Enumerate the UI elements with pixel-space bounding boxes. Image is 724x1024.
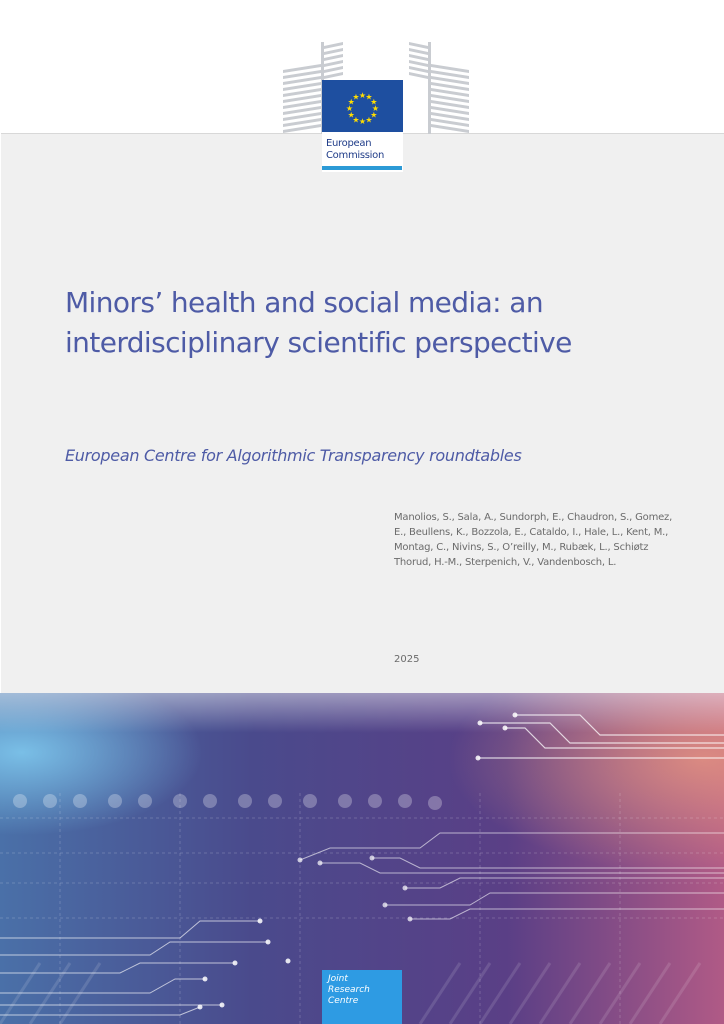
- jrc-logo: [322, 970, 402, 1024]
- report-title: [65, 283, 705, 363]
- author-line: Montag, C., Nivins, S., O’reilly, M., Rubæk, L., Schiøtz: [394, 542, 649, 553]
- author-list: [394, 510, 684, 570]
- svg-text:★: ★: [370, 97, 378, 107]
- logo-line-1: European: [326, 138, 372, 149]
- svg-text:★: ★: [347, 110, 355, 120]
- logo-line-2: Commission: [326, 150, 385, 161]
- title-line-1: Minors’ health and social media: an: [65, 286, 544, 319]
- jrc-line-1: Joint: [328, 974, 348, 984]
- jrc-line-2: Research: [328, 985, 370, 995]
- svg-text:★: ★: [370, 110, 378, 120]
- author-line: Manolios, S., Sala, A., Sundorph, E., Chaudron, S., Gomez,: [394, 512, 673, 523]
- svg-text:★: ★: [358, 117, 367, 126]
- svg-text:★: ★: [345, 104, 354, 113]
- publication-year: 2025: [394, 654, 420, 665]
- jrc-line-3: Centre: [328, 996, 359, 1006]
- cover-panel: [1, 133, 724, 694]
- svg-text:★: ★: [365, 115, 373, 125]
- title-line-2: interdisciplinary scientific perspective: [65, 326, 572, 359]
- svg-text:★: ★: [347, 97, 355, 107]
- svg-text:★: ★: [352, 115, 360, 125]
- svg-text:★: ★: [365, 92, 373, 102]
- svg-text:★: ★: [352, 92, 360, 102]
- logo-wordmark: [326, 138, 384, 162]
- report-subtitle: European Centre for Algorithmic Transparency roundtables: [65, 446, 522, 465]
- author-line: E., Beullens, K., Bozzola, E., Cataldo, I., Hale, L., Kent, M.,: [394, 527, 669, 538]
- jrc-wordmark: [328, 974, 370, 1007]
- logo-accent-bar: [322, 166, 402, 170]
- author-line: Thorud, H.-M., Sterpenich, V., Vandenbosch, L.: [394, 557, 617, 568]
- svg-text:★: ★: [358, 91, 367, 100]
- svg-text:★: ★: [371, 104, 380, 113]
